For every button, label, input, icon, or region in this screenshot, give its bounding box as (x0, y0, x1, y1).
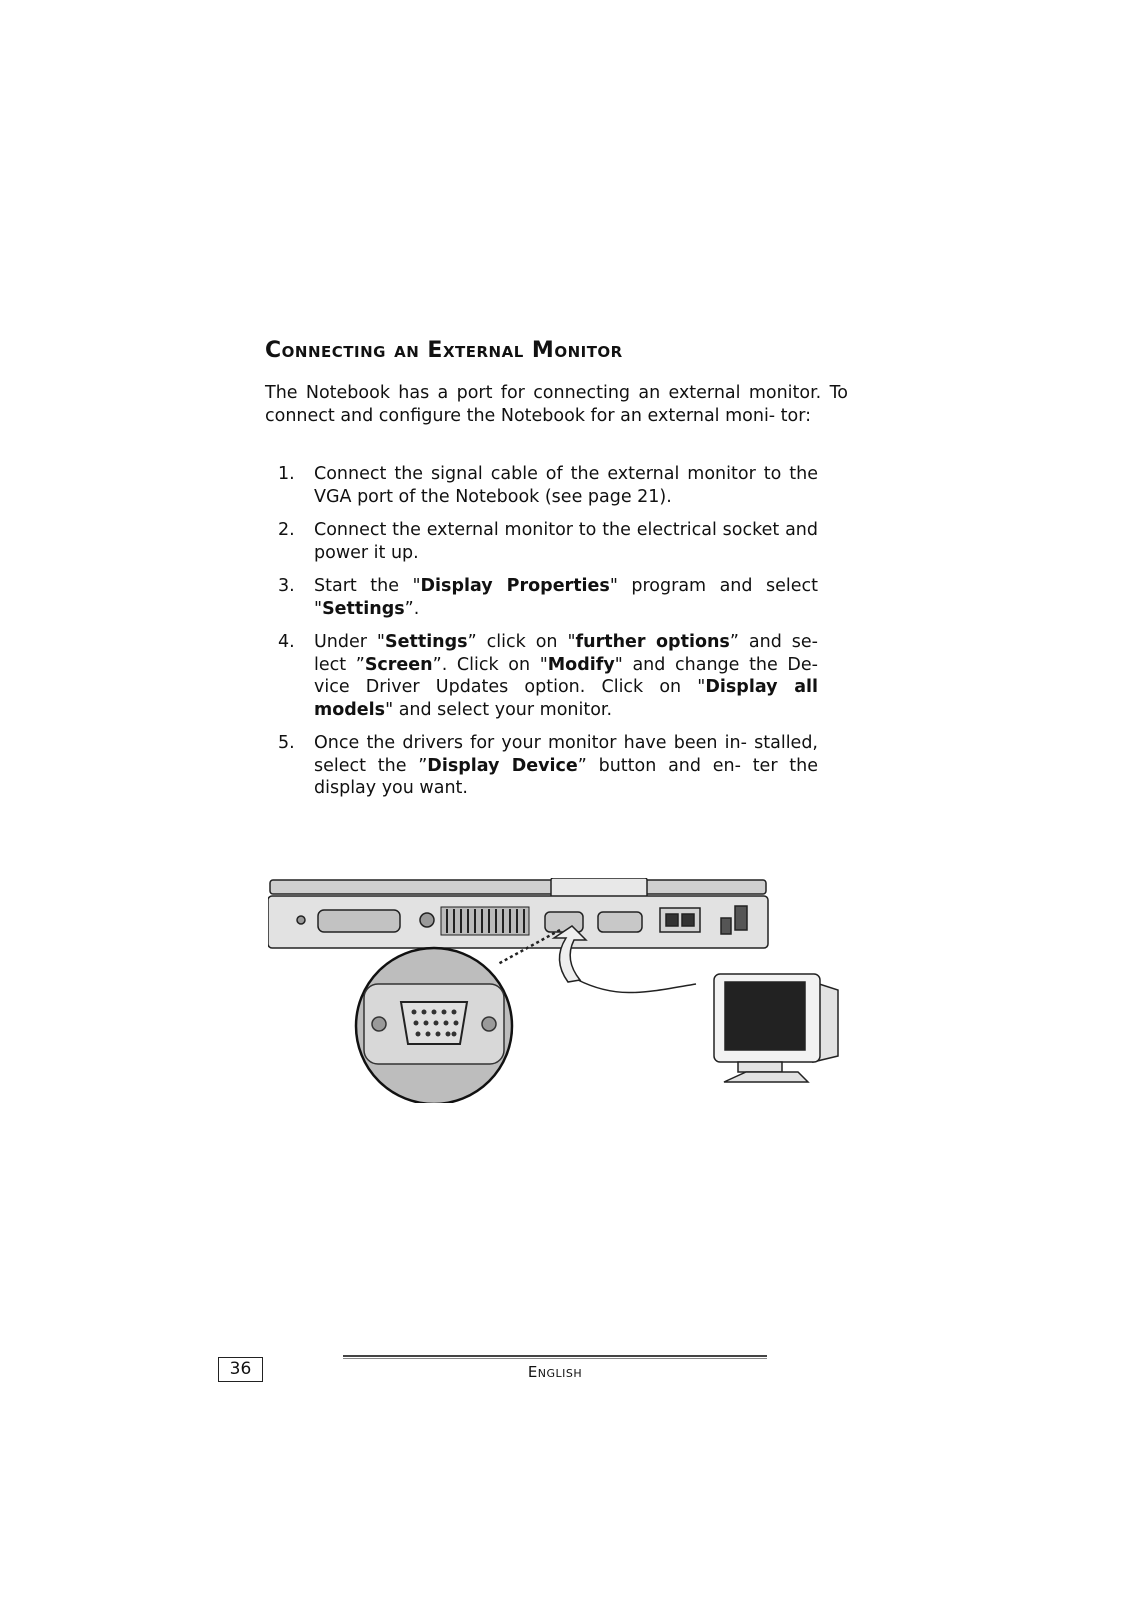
step-text-part: Once the drivers for your monitor have been in- stalled, select the ” (314, 733, 818, 776)
step-bold-term: further options (575, 632, 730, 652)
step-bold-term: Display Device (427, 755, 578, 776)
vga-port-magnified-icon (356, 948, 512, 1103)
step-text-part: " and change the De- vice Driver Updates option. Click on " (314, 654, 818, 697)
step-text-part: ”. (404, 598, 420, 619)
step-text-part: ” button and en- ter the display you want. (314, 755, 818, 798)
step-number: 1. (278, 464, 295, 484)
step-bold-term: Settings (384, 632, 468, 652)
intro-paragraph: The Notebook has a port for connecting an external monitor. To connect and configure the Notebook for an external moni- tor: (265, 383, 848, 426)
footer-language-label: English (527, 1363, 583, 1381)
step-number: 3. (278, 576, 295, 596)
step-bold-term: Modify (547, 654, 615, 675)
step-bold-term: Screen (364, 654, 433, 675)
vga-connection-figure (268, 878, 858, 1103)
external-monitor-icon (714, 974, 838, 1082)
step-text: Connect the signal cable of the external monitor to the VGA port of the Notebook (see page 21). (314, 464, 818, 507)
step-number: 5. (278, 733, 295, 753)
step-item (278, 575, 818, 620)
step-bold-term: Display Properties (420, 576, 610, 596)
step-text (314, 576, 818, 619)
step-text: Connect the external monitor to the electrical socket and power it up. (314, 520, 818, 563)
step-text-part: Under " (314, 632, 385, 652)
step-text-part: " and select your monitor. (385, 699, 613, 720)
step-text-part: ”. Click on " (432, 654, 548, 675)
monitor-cable (578, 980, 696, 993)
step-text-part: ” and se- lect ” (314, 632, 818, 675)
step-bold-term: Settings (322, 598, 405, 619)
footer-rule (343, 1355, 767, 1359)
step-item (278, 519, 818, 564)
connection-arrow (554, 926, 586, 982)
notebook-rear-panel-icon (268, 878, 768, 948)
page-number: 36 (218, 1357, 263, 1382)
section-heading: Connecting an External Monitor (265, 338, 623, 363)
step-number: 2. (278, 520, 295, 540)
step-text-part: ” click on " (467, 632, 576, 652)
step-item (278, 732, 818, 800)
steps-list (278, 463, 818, 811)
step-text-part: Start the " (314, 576, 421, 596)
step-text (314, 733, 818, 798)
step-text-part: " program and select " (314, 576, 818, 619)
step-text (314, 632, 818, 720)
step-item (278, 631, 818, 721)
step-bold-term: Display all models (314, 677, 818, 720)
step-number: 4. (278, 632, 295, 652)
step-item (278, 463, 818, 508)
